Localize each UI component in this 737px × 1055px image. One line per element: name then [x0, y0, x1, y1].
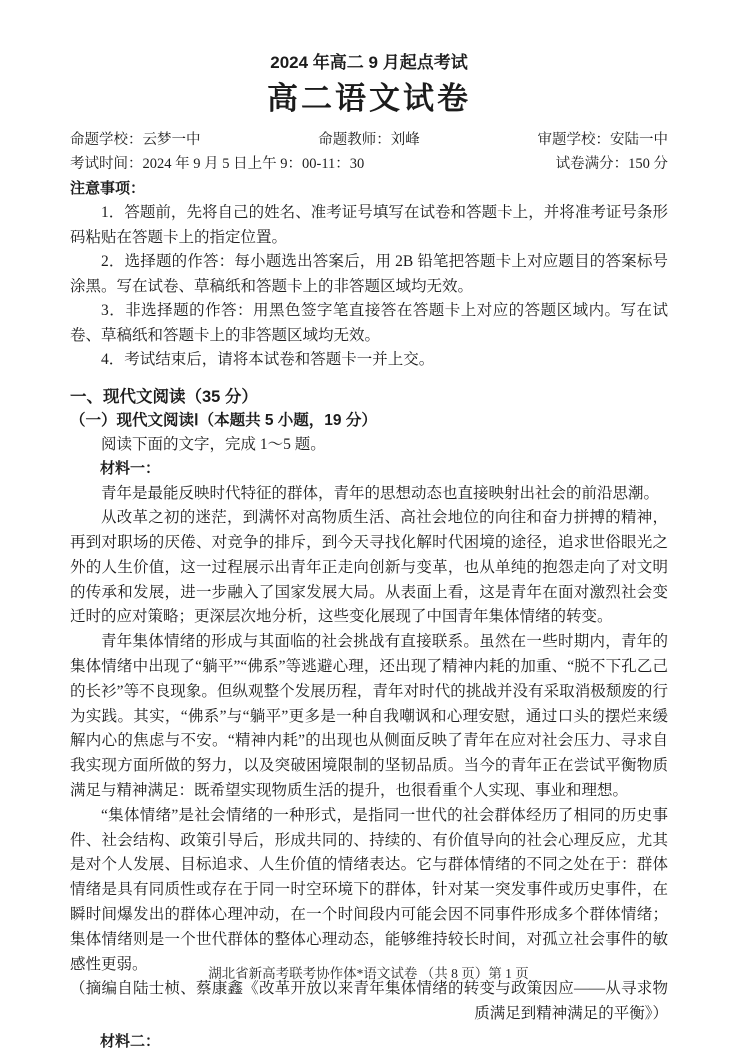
full-score: 试卷满分：150 分	[555, 156, 668, 172]
reading-instruction: 阅读下面的文字，完成 1～5 题。	[101, 435, 326, 453]
notice-item-4: 4．考试结束后，请将本试卷和答题卡一并上交。	[101, 351, 435, 368]
setter-school: 命题学校：云梦一中	[70, 132, 201, 148]
meta-row-2	[70, 152, 668, 176]
notice-item-1: 1．答题前，先将自己的姓名、准考证号填写在试卷和答题卡上，并将准考证号条形码粘贴在答题卡上的指定位置。	[70, 204, 668, 246]
material-one-paragraph-3: 青年集体情绪的形成与其面临的社会挑战有直接联系。虽然在一些时期内，青年的集体情绪中出现了“躺平”“佛系”等逃避心理，还出现了精神内耗的加重、“脱不下孔乙己的长衫”等不良现象。但纵观整个发展历程，青年对时代的挑战并没有采取消极颓废的行为实践。其实，“佛系”与“躺平”更多是一种自我嘲讽和心理安慰，通过口头的摆烂来缓解内心的焦虑与不安。“精神内耗”的出现也从侧面反映了青年在应对社会压力、寻求自我实现方面所做的努力，以及突破困境限制的坚韧品质。当今的青年正在尝试平衡物质满足与精神满足：既希望实现物质生活的提升，也很看重个人实现、事业和理想。	[70, 633, 668, 800]
reviewer-school: 审题学校：安陆一中	[537, 132, 668, 148]
notice-heading: 注意事项：	[70, 180, 146, 197]
material-one-paragraph-2: 从改革之初的迷茫，到满怀对高物质生活、高社会地位的向往和奋力拼搏的精神，再到对职场的厌倦、对竞争的排斥，到今天寻找化解时代困境的途径，追求世俗眼光之外的人生价值，这一过程展示出青年正走向创新与变革，也从单纯的抱怨走向了对文明的传承和发展，进一步融入了国家发展大局。从表面上看，这是青年在面对激烈社会变迁时的应对策略；更深层次地分析，这些变化展现了中国青年集体情绪的转变。	[70, 509, 668, 626]
material-one-paragraph-1: 青年是最能反映时代特征的群体，青年的思想动态也直接映射出社会的前沿思潮。	[101, 484, 660, 502]
notice-item-2: 2．选择题的作答：每小题选出答案后，用 2B 铅笔把答题卡上对应题目的答案标号涂黑。写在试卷、草稿纸和答题卡上的非答题区域均无效。	[70, 253, 668, 295]
material-one-label: 材料一：	[100, 460, 161, 477]
meta-row-1	[70, 128, 668, 152]
exam-session-title: 2024 年高二 9 月起点考试	[270, 53, 468, 72]
setter-teacher: 命题教师：刘峰	[318, 132, 420, 148]
paper-title: 高二语文试卷	[267, 81, 471, 116]
material-one-attribution: （摘编自陆士桢、蔡康鑫《改革开放以来青年集体情绪的转变与政策因应——从寻求物质满足到精神满足的平衡》）	[70, 980, 668, 1023]
subsection-one-heading: （一）现代文阅读Ⅰ（本题共 5 小题，19 分）	[70, 411, 377, 429]
section-one-heading: 一、现代文阅读（35 分）	[70, 387, 258, 406]
material-two-label: 材料二：	[100, 1033, 161, 1051]
page-footer: 湖北省新高考联考协作体*语文试卷 （共 8 页）第 1 页	[208, 966, 529, 981]
exam-time: 考试时间：2024 年 9 月 5 日上午 9：00-11：30	[70, 156, 365, 172]
notice-item-3: 3．非选择题的作答：用黑色签字笔直接答在答题卡上对应的答题区域内。写在试卷、草稿纸和答题卡上的非答题区域均无效。	[70, 302, 668, 344]
material-one-paragraph-4: “集体情绪”是社会情绪的一种形式，是指同一世代的社会群体经历了相同的历史事件、社会结构、政策引导后，形成共同的、持续的、有价值导向的社会心理反应，尤其是对个人发展、目标追求、人生价值的情绪表达。它与群体情绪的不同之处在于：群体情绪是具有同质性或存在于同一时空环境下的群体，针对某一突发事件或历史事件，在瞬时间爆发出的群体心理冲动，在一个时间段内可能会因不同事件形成多个群体情绪；集体情绪则是一个世代群体的整体心理动态，能够维持较长时间，对孤立社会事件的敏感性更弱。	[70, 806, 668, 973]
